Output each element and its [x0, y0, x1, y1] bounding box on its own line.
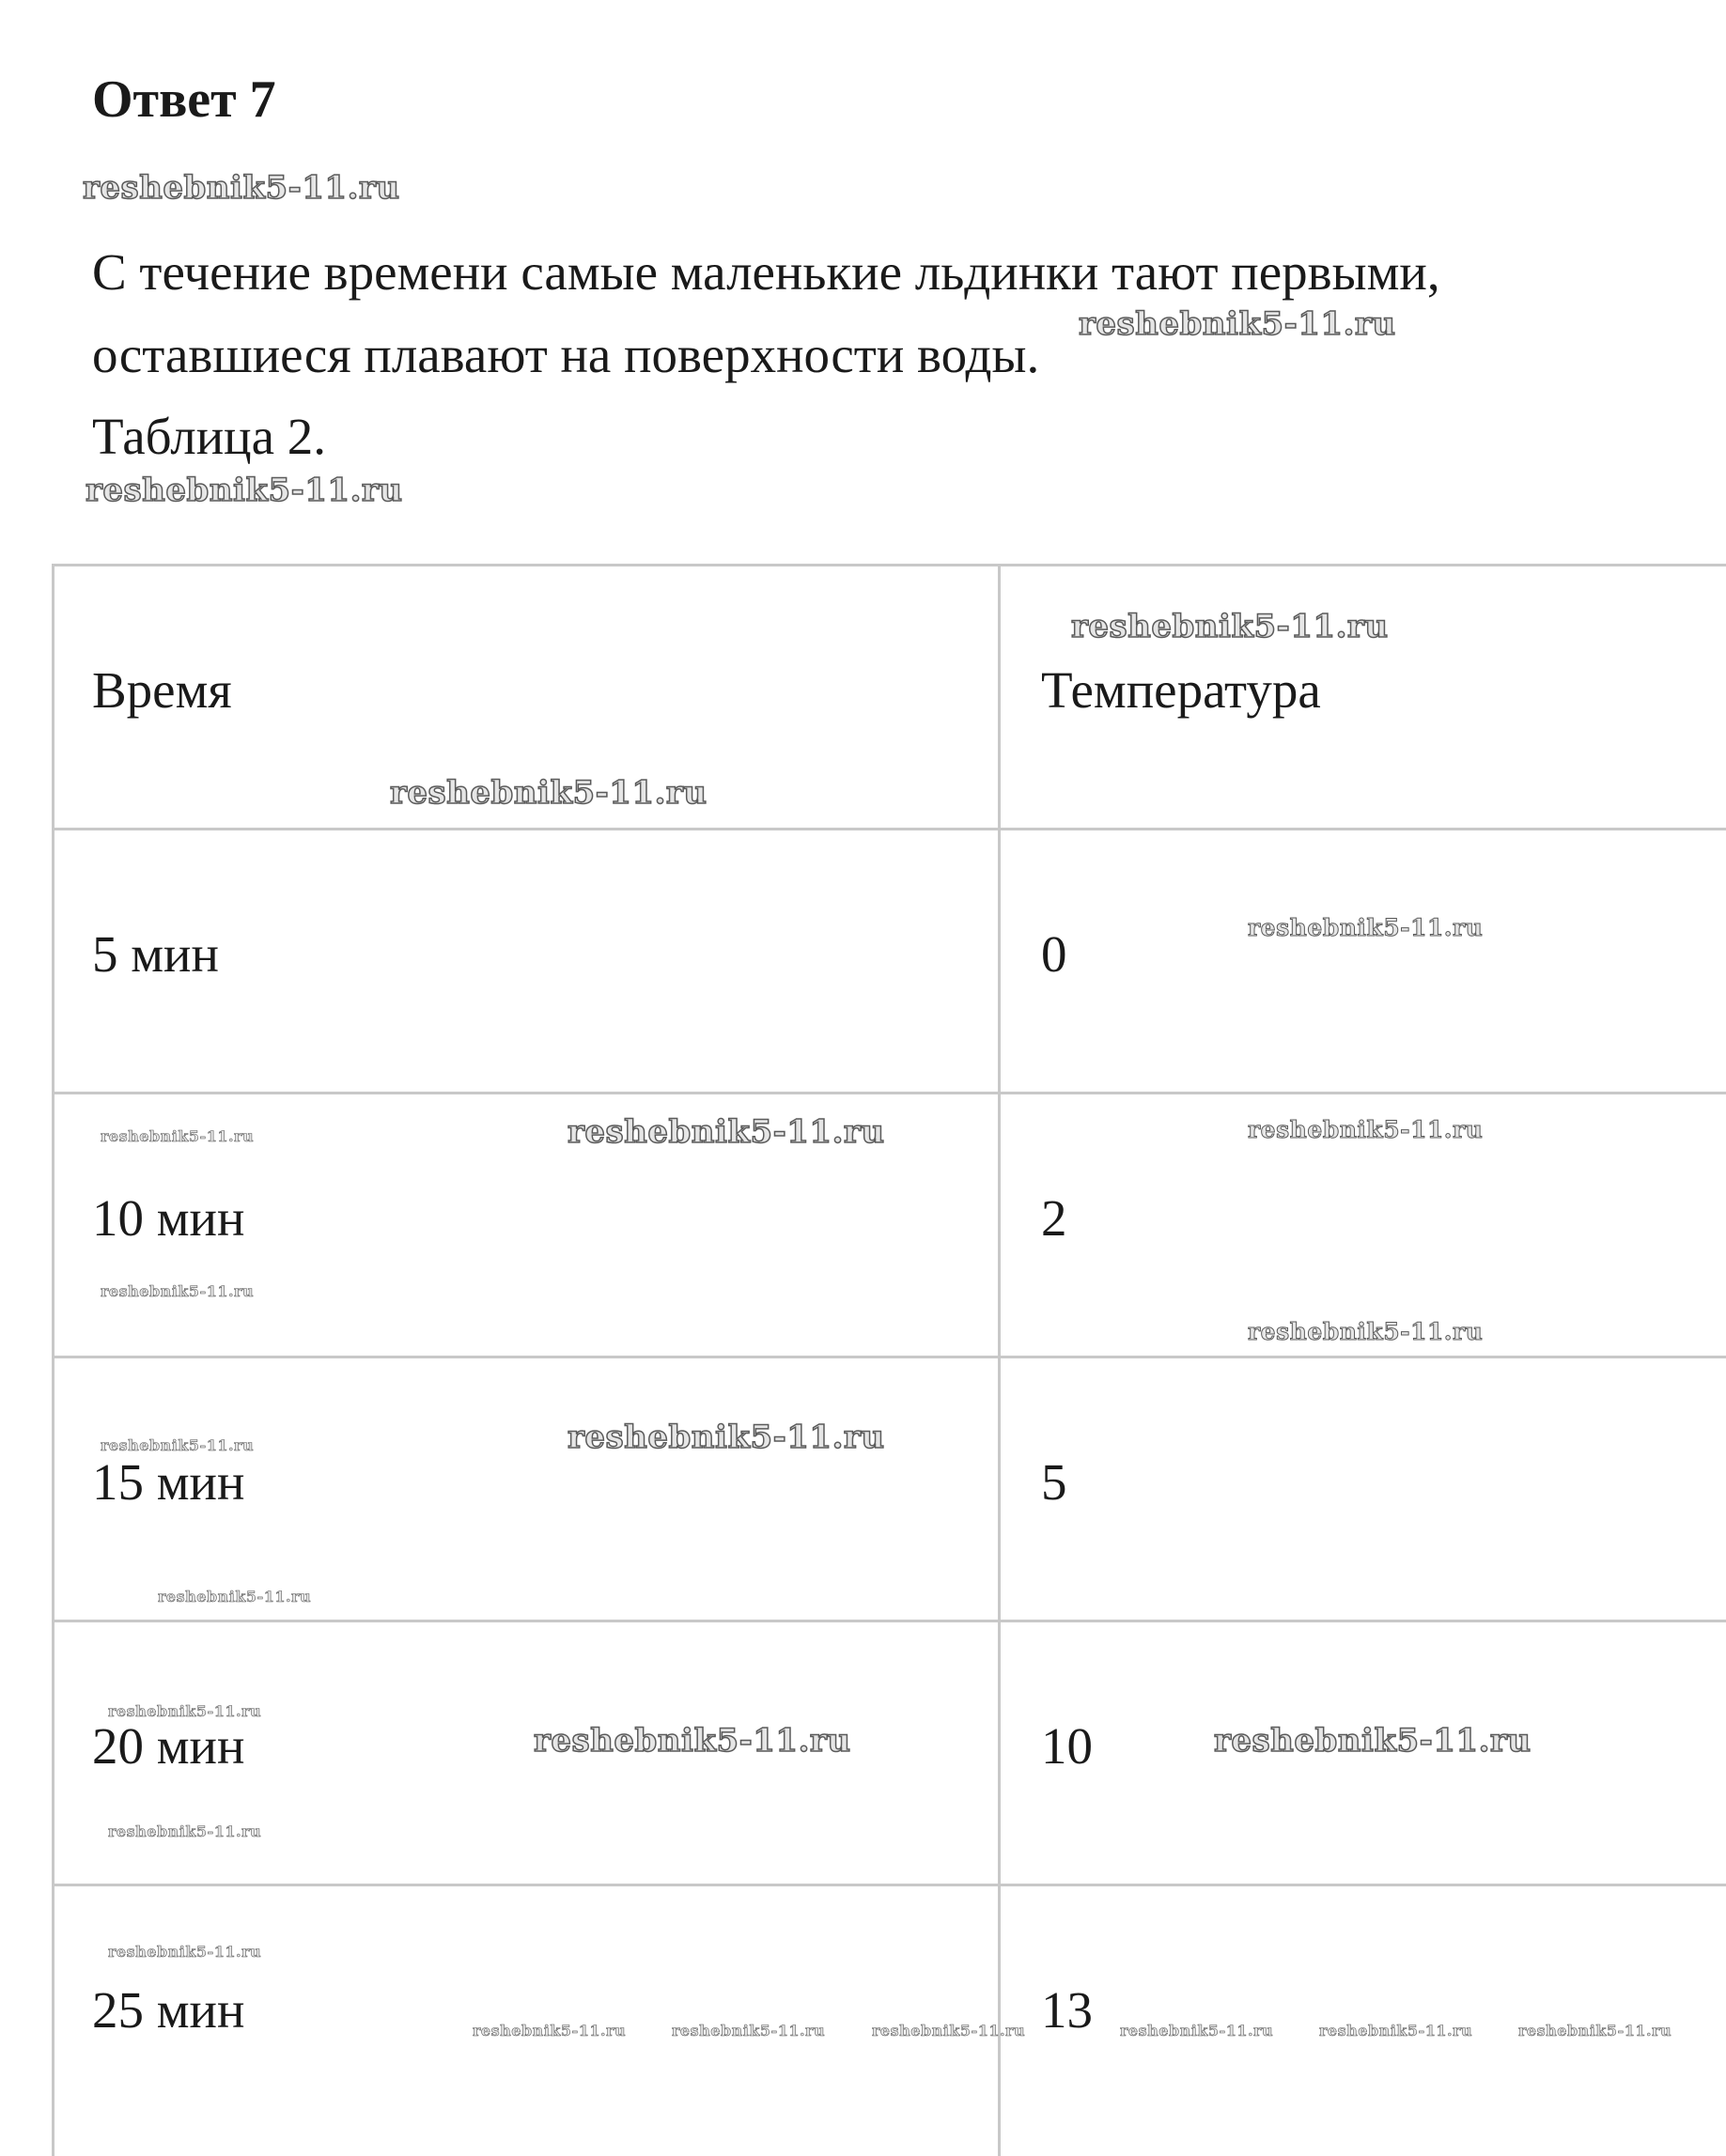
- watermark: reshebnik5-11.ru: [390, 774, 708, 812]
- table-row-divider: [52, 1092, 1726, 1094]
- table-row-divider: [52, 1620, 1726, 1622]
- table-border-left: [52, 564, 54, 2156]
- watermark: reshebnik5-11.ru: [1248, 914, 1484, 941]
- table-header-time: Время: [92, 661, 232, 719]
- table-cell-time: 10 мин: [92, 1189, 245, 1247]
- table-row-divider: [52, 1884, 1726, 1886]
- watermark: reshebnik5-11.ru: [872, 2022, 1026, 2040]
- watermark: reshebnik5-11.ru: [1248, 1116, 1484, 1143]
- watermark: reshebnik5-11.ru: [108, 1943, 262, 1961]
- watermark: reshebnik5-11.ru: [473, 2022, 627, 2040]
- watermark: reshebnik5-11.ru: [108, 1823, 262, 1840]
- paragraph-line-2: оставшиеся плавают на поверхности воды.: [92, 326, 1040, 383]
- watermark: reshebnik5-11.ru: [86, 472, 403, 509]
- table-cell-temperature: 10: [1041, 1717, 1093, 1775]
- paragraph-line-1: С течение времени самые маленькие льдинки тают первыми,: [92, 243, 1440, 301]
- table-cell-temperature: 2: [1041, 1189, 1067, 1247]
- table-column-divider: [998, 564, 1001, 2156]
- watermark: reshebnik5-11.ru: [83, 169, 400, 207]
- watermark: reshebnik5-11.ru: [101, 1282, 255, 1300]
- table-cell-temperature: 5: [1041, 1453, 1067, 1511]
- watermark: reshebnik5-11.ru: [1079, 305, 1396, 343]
- table-cell-time: 20 мин: [92, 1717, 245, 1775]
- watermark: reshebnik5-11.ru: [672, 2022, 826, 2040]
- watermark: reshebnik5-11.ru: [568, 1419, 885, 1456]
- table-row-divider: [52, 1356, 1726, 1358]
- table-row-divider: [52, 828, 1726, 830]
- watermark: reshebnik5-11.ru: [1214, 1722, 1532, 1760]
- table-caption: Таблица 2.: [92, 408, 326, 465]
- table-border-top: [52, 564, 1726, 566]
- table-cell-time: 5 мин: [92, 925, 219, 983]
- table-cell-temperature: 13: [1041, 1981, 1093, 2039]
- watermark: reshebnik5-11.ru: [1319, 2022, 1473, 2040]
- watermark: reshebnik5-11.ru: [1120, 2022, 1274, 2040]
- watermark: reshebnik5-11.ru: [1248, 1318, 1484, 1345]
- watermark: reshebnik5-11.ru: [1518, 2022, 1672, 2040]
- table-header-temperature: Температура: [1041, 661, 1321, 719]
- answer-heading: Ответ 7: [92, 70, 276, 129]
- watermark: reshebnik5-11.ru: [158, 1588, 312, 1605]
- watermark: reshebnik5-11.ru: [1071, 608, 1389, 645]
- table-cell-temperature: 0: [1041, 925, 1067, 983]
- watermark: reshebnik5-11.ru: [568, 1113, 885, 1151]
- table-cell-time: 25 мин: [92, 1981, 245, 2039]
- watermark: reshebnik5-11.ru: [101, 1127, 255, 1145]
- table-cell-time: 15 мин: [92, 1453, 245, 1511]
- watermark: reshebnik5-11.ru: [101, 1436, 255, 1454]
- data-table: [52, 564, 1726, 2156]
- watermark: reshebnik5-11.ru: [534, 1722, 851, 1760]
- watermark: reshebnik5-11.ru: [108, 1702, 262, 1720]
